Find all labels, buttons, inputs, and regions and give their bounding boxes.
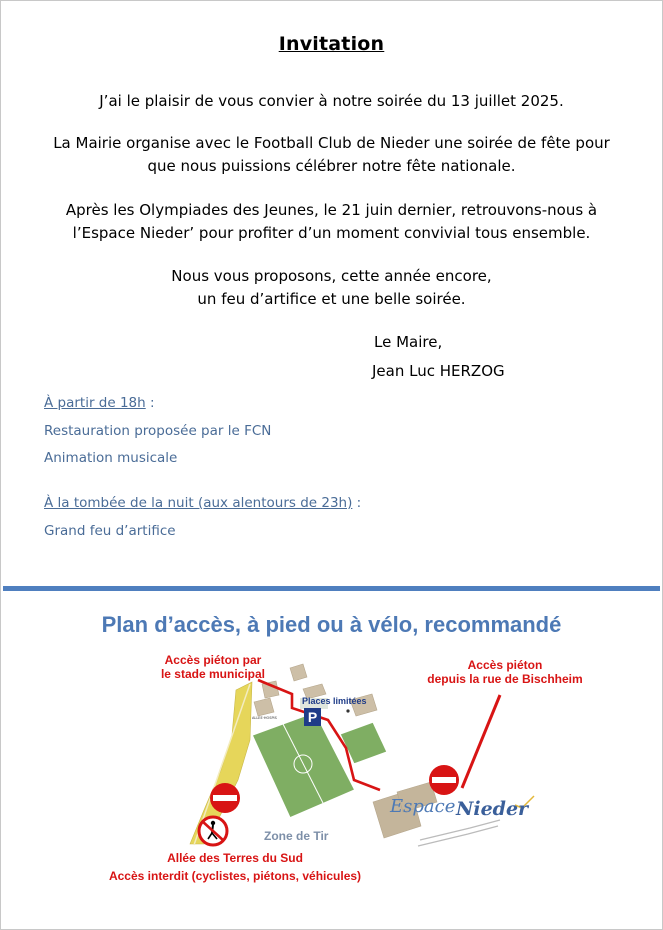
parking-icon: P xyxy=(304,708,321,726)
forbidden-access-label xyxy=(60,849,410,885)
pedestrian-path-bischheim xyxy=(462,695,500,788)
programme-section-1-heading xyxy=(44,395,155,411)
signature-name: Jean Luc HERZOG xyxy=(372,362,505,380)
section-2-colon: : xyxy=(352,495,362,511)
programme-item: Grand feu d’artifice xyxy=(44,523,176,539)
programme-item: Animation musicale xyxy=(44,450,178,466)
footpath xyxy=(420,820,500,840)
paragraph-3-line-1: Après les Olympiades des Jeunes, le 21 juin dernier, retrouvons-nous à xyxy=(65,201,598,219)
forbidden-line-1: Allée des Terres du Sud xyxy=(167,851,303,865)
invitation-paragraph-1 xyxy=(30,90,633,113)
access-right-line-1: Accès piéton xyxy=(467,658,543,672)
football-field-small xyxy=(340,722,387,764)
no-entry-icon xyxy=(210,783,240,813)
paragraph-2-line-1: La Mairie organise avec le Football Club de Nieder une soirée de fête pour xyxy=(53,134,610,152)
zone-de-tir-label: Zone de Tir xyxy=(264,829,329,843)
logo-espace: Espace xyxy=(390,796,456,817)
section-divider xyxy=(3,586,660,591)
access-label-stadium xyxy=(148,653,278,681)
paragraph-4-line-1: Nous vous proposons, cette année encore, xyxy=(171,267,492,285)
signature-role: Le Maire, xyxy=(374,333,443,351)
invitation-paragraph-2 xyxy=(30,132,633,178)
paragraph-4-line-2: un feu d’artifice et une belle soirée. xyxy=(197,290,466,308)
section-1-heading-text: À partir de 18h xyxy=(44,395,146,411)
no-entry-icon xyxy=(429,765,459,795)
invitation-paragraph-4 xyxy=(30,265,633,311)
footpath xyxy=(418,826,498,846)
programme-item: Restauration proposée par le FCN xyxy=(44,423,272,439)
building xyxy=(254,698,274,716)
programme-section-2-heading xyxy=(44,495,361,511)
access-left-line-2: le stade municipal xyxy=(160,667,266,681)
section-2-heading-text: À la tombée de la nuit (aux alentours de 23h) xyxy=(44,495,353,511)
access-right-line-2: depuis la rue de Bischheim xyxy=(427,672,583,686)
forbidden-line-2: Accès interdit (cyclistes, piétons, véhicules) xyxy=(108,869,362,883)
map-dot xyxy=(346,709,349,712)
plan-title: Plan d’accès, à pied ou à vélo, recommandé xyxy=(101,612,562,637)
access-left-line-1: Accès piéton par xyxy=(164,653,262,667)
parking-label: Places limitées xyxy=(302,696,367,706)
section-1-colon: : xyxy=(145,395,155,411)
access-label-bischheim xyxy=(410,658,600,686)
invitation-paragraph-3 xyxy=(30,199,633,245)
street-label-small: ALLEE·HOSPIS xyxy=(252,716,277,720)
building xyxy=(290,664,307,681)
logo-nieder: Nieder xyxy=(456,798,529,820)
invitation-title: Invitation xyxy=(278,33,385,55)
paragraph-2-line-2: que nous puissions célébrer notre fête nationale. xyxy=(147,157,516,175)
paragraph-1-text: J’ai le plaisir de vous convier à notre soirée du 13 juillet 2025. xyxy=(99,92,564,110)
no-pedestrian-icon xyxy=(199,817,227,845)
paragraph-3-line-2: l’Espace Nieder’ pour profiter d’un moment convivial tous ensemble. xyxy=(72,224,591,242)
